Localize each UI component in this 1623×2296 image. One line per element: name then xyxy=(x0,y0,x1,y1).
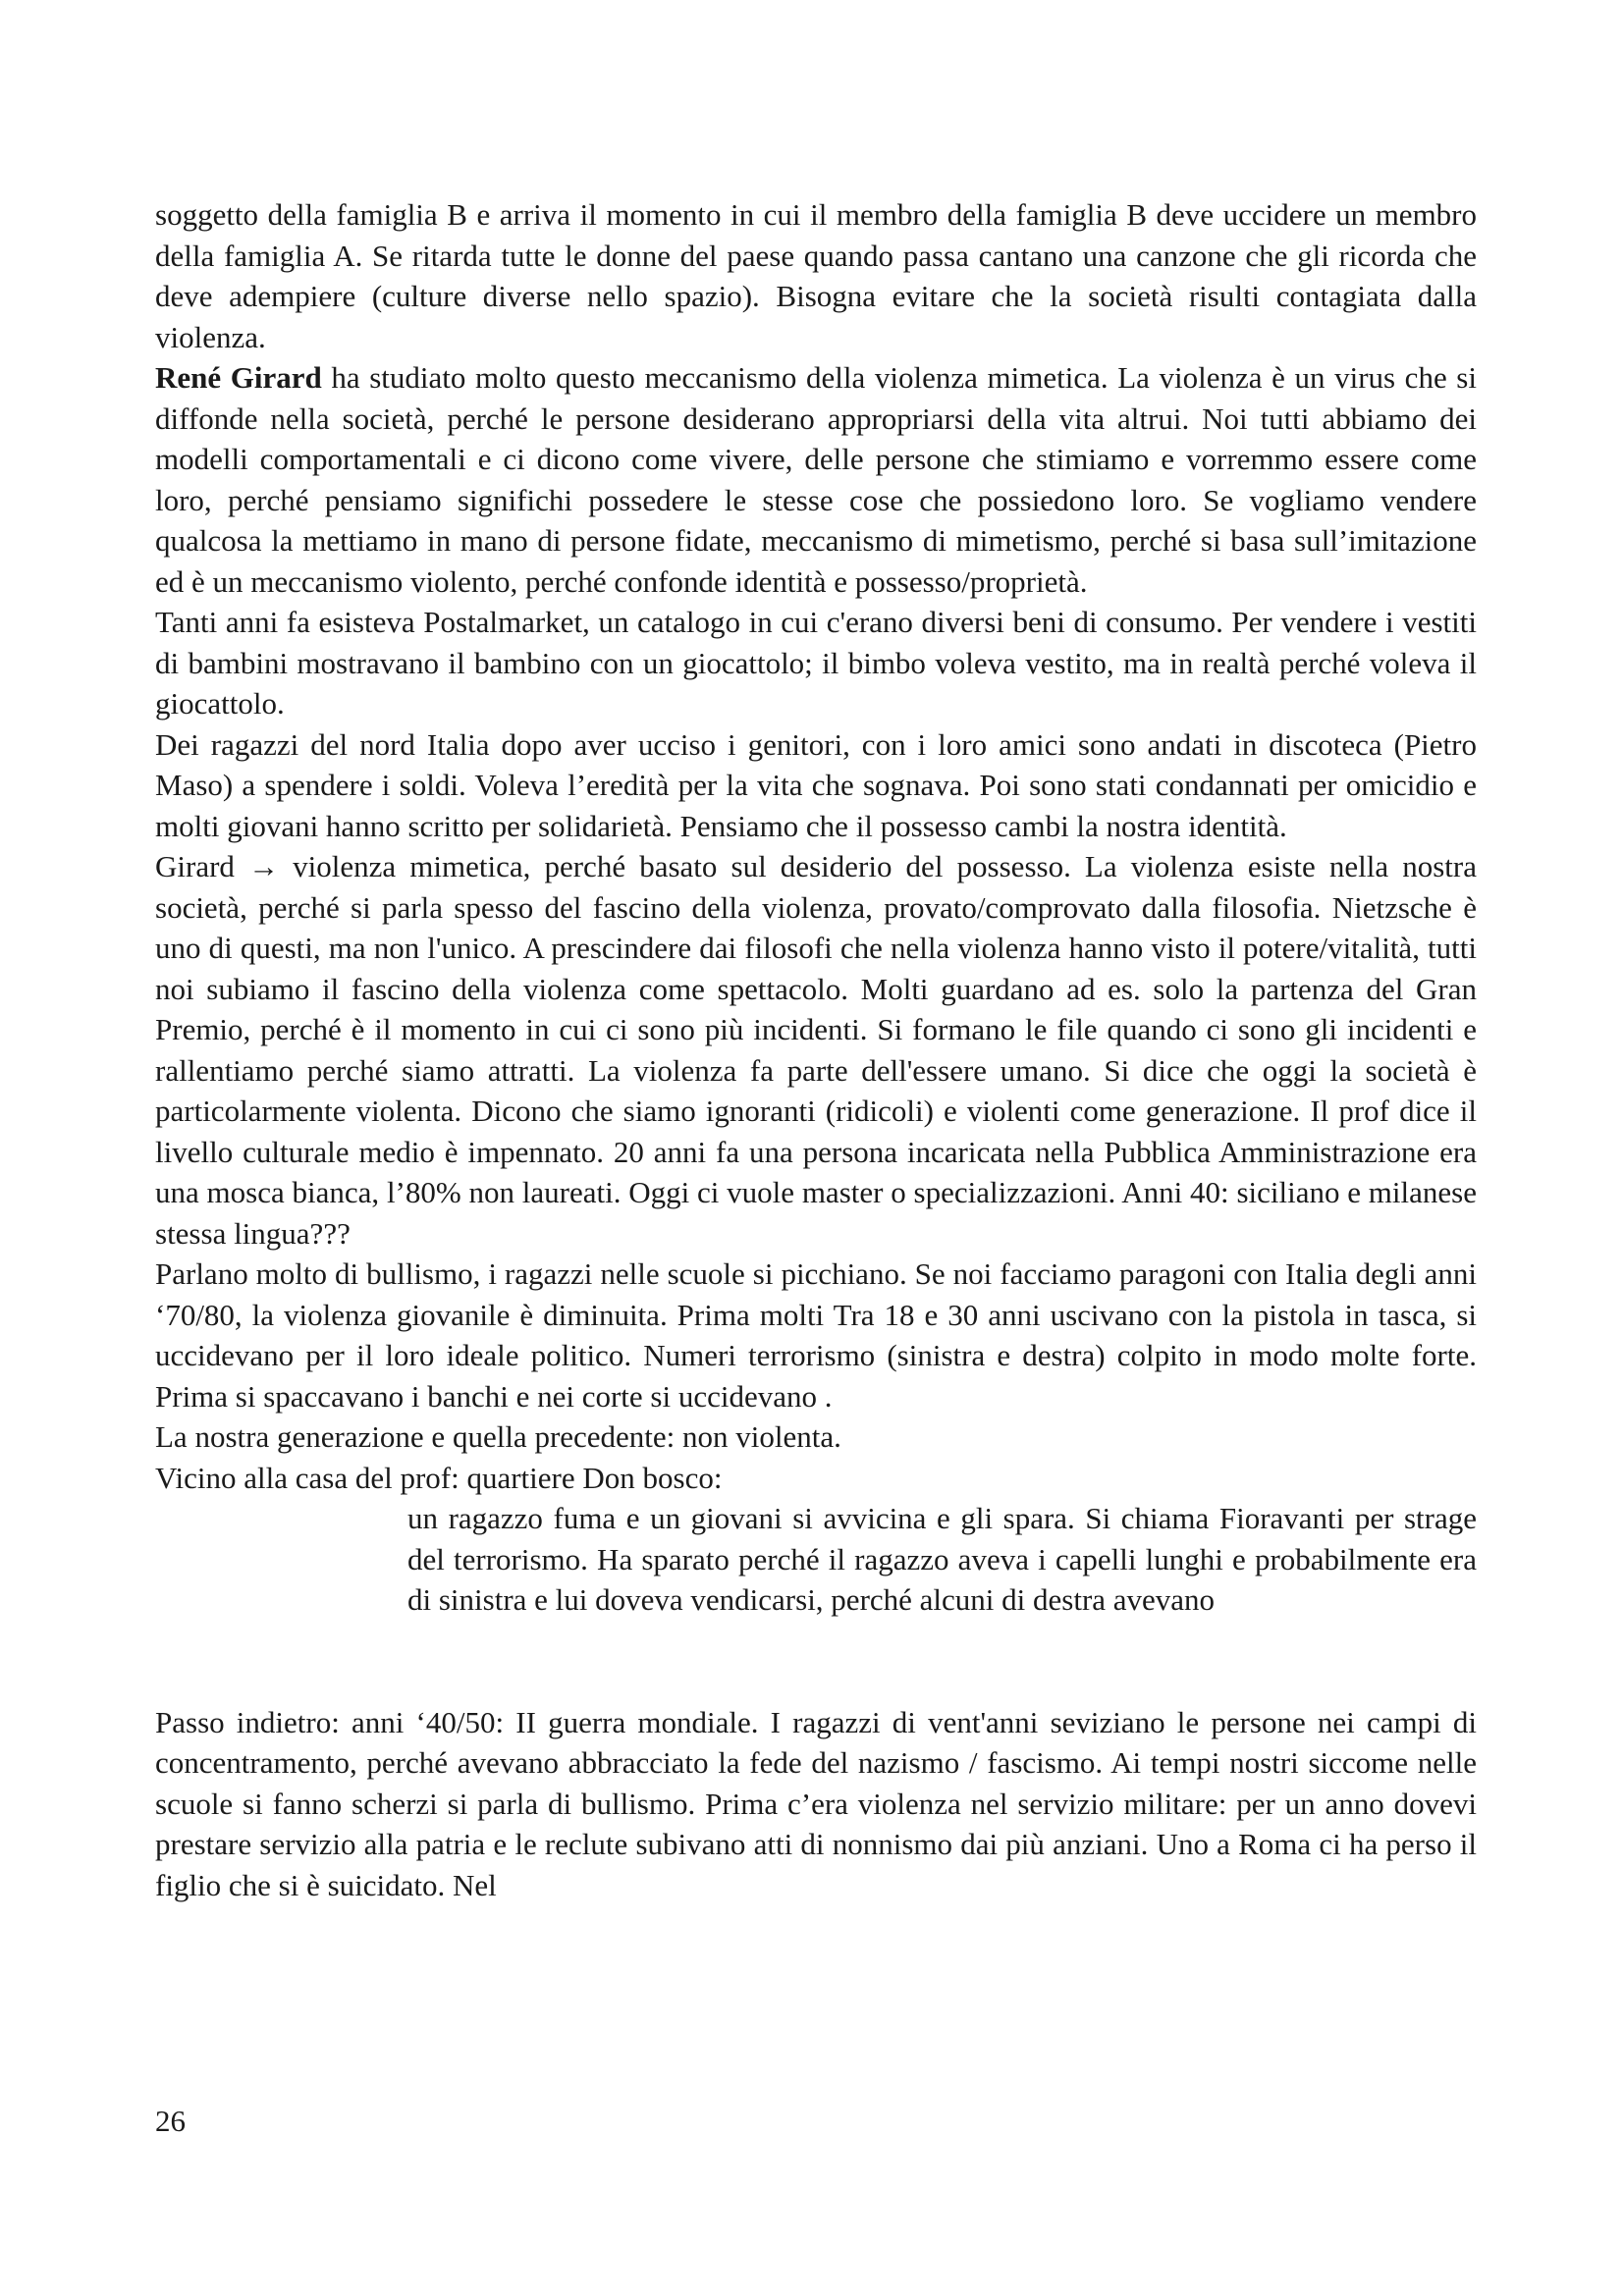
blank-line xyxy=(155,1621,1477,1702)
paragraph-girard xyxy=(155,357,1477,602)
indented-quote: un ragazzo fuma e un giovani si avvicina e gli spara. Si chiama Fioravanti per strage del terrorismo. Ha sparato perché il ragazzo aveva i capelli lunghi e probabilmente era di sinistra e lui doveva vendicarsi, perché alcuni di destra avevano xyxy=(407,1501,1477,1617)
paragraph-quartiere: Vicino alla casa del prof: quartiere Don bosco: xyxy=(155,1460,723,1495)
page-body xyxy=(155,194,1477,1905)
paragraph-pietro-maso: Dei ragazzi del nord Italia dopo aver ucciso i genitori, con i loro amici sono andati in discoteca (Pietro Maso) a spendere i soldi. Voleva l’eredità per la vita che sognava. Poi sono stati condannati per omicidio e molti giovani hanno scritto per solidarietà. Pensiamo che il possesso cambi la nostra identità. xyxy=(155,726,1477,843)
paragraph-girard-text: ha studiato molto questo meccanismo della violenza mimetica. La violenza è un virus che si diffonde nella società, perché le persone desiderano appropriarsi della vita altrui. Noi tutti abbiamo dei modelli comportamentali e ci dicono come vivere, delle persone che stimiamo e vorremmo essere come loro, perché pensiamo significhi possedere le stesse cose che possiedono loro. Se vogliamo vendere qualcosa la mettiamo in mano di persone fidate, meccanismo di mimetismo, perché si basa sull’imitazione ed è un meccanismo violento, perché confonde identità e possesso/proprietà. xyxy=(155,360,1477,599)
paragraph-famiglia: soggetto della famiglia B e arriva il momento in cui il membro della famiglia B deve uccidere un membro della famiglia A. Se ritarda tutte le donne del paese quando passa cantano una canzone che gli ricorda che deve adempiere (culture diverse nello spazio). Bisogna evitare che la società risulti contagiata dalla violenza. xyxy=(155,197,1477,354)
author-name-girard: René Girard xyxy=(155,360,322,395)
paragraph-generazione: La nostra generazione e quella precedente: non violenta. xyxy=(155,1419,841,1454)
paragraph-violenza-mimetica: Girard → violenza mimetica, perché basato sul desiderio del possesso. La violenza esiste nella nostra società, perché si parla spesso del fascino della violenza, provato/comprovato dalla filosofia. Nietzsche è uno di questi, ma non l'unico. A prescindere dai filosofi che nella violenza hanno visto il potere/vitalità, tutti noi subiamo il fascino della violenza come spettacolo. Molti guardano ad es. solo la partenza del Gran Premio, perché è il momento in cui ci sono più incidenti. Si formano le file quando ci sono gli incidenti e rallentiamo perché siamo attratti. La violenza fa parte dell'essere umano. Si dice che oggi la società è particolarmente violenta. Dicono che siamo ignoranti (ridicoli) e violenti come generazione. Il prof dice il livello culturale medio è impennato. 20 anni fa una persona incaricata nella Pubblica Amministrazione era una mosca bianca, l’80% non laureati. Oggi ci vuole master o specializzazioni. Anni 40: siciliano e milanese stessa lingua??? xyxy=(155,849,1477,1251)
paragraph-postalmarket: Tanti anni fa esisteva Postalmarket, un catalogo in cui c'erano diversi beni di consumo. Per vendere i vestiti di bambini mostravano il bambino con un giocattolo; il bimbo voleva vestito, ma in realtà perché voleva il giocattolo. xyxy=(155,605,1477,721)
paragraph-bullismo: Parlano molto di bullismo, i ragazzi nelle scuole si picchiano. Se noi facciamo paragoni con Italia degli anni ‘70/80, la violenza giovanile è diminuita. Prima molti Tra 18 e 30 anni uscivano con la pistola in tasca, si uccidevano per il loro ideale politico. Numeri terrorismo (sinistra e destra) colpito in modo molte forte. Prima si spaccavano i banchi e nei corte si uccidevano . xyxy=(155,1256,1477,1414)
paragraph-passo-indietro: Passo indietro: anni ‘40/50: II guerra mondiale. I ragazzi di vent'anni seviziano le persone nei campi di concentramento, perché avevano abbracciato la fede del nazismo / fascismo. Ai tempi nostri siccome nelle scuole si fanno scherzi si parla di bullismo. Prima c’era violenza nel servizio militare: per un anno dovevi prestare servizio alla patria e le reclute subivano atti di nonnismo dai più anziani. Uno a Roma ci ha perso il figlio che si è suicidato. Nel xyxy=(155,1704,1477,1902)
page-number: 26 xyxy=(155,2104,186,2138)
